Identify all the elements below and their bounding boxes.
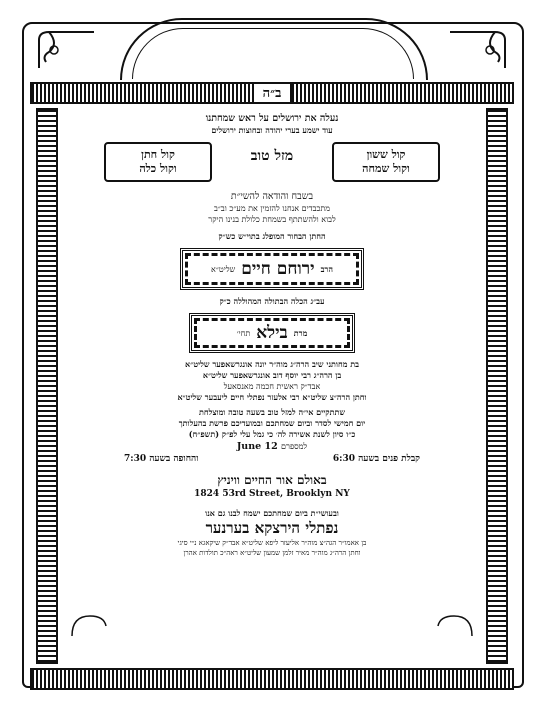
date-suffix: למספרם (281, 442, 308, 451)
invite-line-2: מתכבדים אנחנו להזמין את מע״כ וב״ב (214, 204, 330, 213)
footer-line-4: וחתן הרה״ג מוה״ר מאיר זלמן שמעון שליט״א ראה״כ תולדות אהרן (183, 549, 361, 557)
groom-suffix: שליט״א (211, 264, 236, 274)
host-name: נפתלי הירצקא בערנער (205, 519, 339, 537)
venue-name: באולם אור החיים וויניץ (217, 473, 327, 487)
parents-line-4: וחתן הרה״צ שליט״א רבי אלעזר נפתלי חיים ליעבער שליט״א (177, 392, 367, 402)
mazal-tov-heading: מזל טוב (250, 148, 294, 164)
footer-line-1: ובעושי״ת ביום שמחתכם ישמח לבנו גם אנו (205, 508, 339, 518)
bride-prefix: מרת (293, 328, 308, 338)
verse-left-line-1: קול חתן (141, 148, 175, 161)
venue-address: 1824 53rd Street, Brooklyn NY (194, 489, 350, 499)
times-row (64, 453, 480, 466)
parents-line-3: אבד״ק ראשית חכמה מאנסאעל (223, 382, 321, 391)
verse-right-line-1: קול ששון (366, 148, 406, 161)
intro-line-1: נעלה את ירושלים על ראש שמחתנו (205, 113, 339, 124)
right-scroll-ornament (440, 30, 510, 70)
invite-line-1: בשבח והודאה להשי״ת (230, 191, 314, 202)
bottom-pattern-band (30, 668, 514, 690)
details-line-1: שתתקיים אי״ה למזל טוב בשעה טובה ומוצלחת (198, 407, 346, 417)
bride-name: בילא (256, 323, 288, 343)
bride-intro: עב״ג הכלה הבתולה המהוללה כ״ק (219, 296, 325, 306)
verse-box-chatan (104, 142, 212, 182)
left-scroll-ornament (34, 30, 104, 70)
bh-label: ב״ה (252, 82, 292, 104)
parents-line-2: בן הרה״ג רבי יוסף דוב אונגרשאפער שליט״א (202, 370, 342, 380)
groom-intro: החתן הבחור המופלג בתוי״ש כש״ק (218, 231, 326, 241)
footer-line-3: בן אאמו״ר הגה״צ מוה״ר אליעזר ליפא שליט״א אבד״ק שיקאגא נ״י סיגי (177, 539, 367, 547)
chuppah-time: והחופה בשעה 7:30 (124, 454, 199, 464)
groom-prefix: הרב (320, 264, 333, 274)
details-line-3: כ״ו סיון לשנת אשירה לה׳ כי גמל עלי לפ״ק (תשפ״ח) (188, 429, 356, 439)
intro-line-2: עוד ישמע בערי יהודה ובחוצות ירושלים (211, 125, 333, 135)
left-pillar (36, 108, 58, 664)
details-line-2: יום חמישי לסדר וביום שמחתכם ובמועדיכם פרשת בהעלותך (178, 418, 366, 428)
verse-row (64, 142, 480, 186)
english-date (64, 440, 480, 453)
bride-suffix: תחי׳ (236, 328, 251, 338)
parents-line-1: בת מחותני שיב הרה״ג מוה״ר יונה אונגרשאפער שליט״א (185, 359, 359, 369)
kabbalat-panim-time: קבלת פנים בשעה 6:30 (332, 454, 420, 464)
right-pillar (486, 108, 508, 664)
verse-box-sasson (332, 142, 440, 182)
top-arch-inner (132, 28, 414, 79)
english-date-value: June 12 (236, 441, 278, 452)
invite-line-3: לבוא ולהשתתף בשמחת כלולת בנינו היקר (208, 215, 336, 224)
verse-right-line-2: וקול שמחה (362, 162, 410, 175)
bride-name-box (189, 313, 355, 353)
groom-name-box (180, 248, 364, 290)
verse-left-line-2: וקול כלה (139, 162, 177, 175)
groom-name: ירוחם חיים (241, 259, 315, 279)
invitation-body (64, 112, 480, 652)
